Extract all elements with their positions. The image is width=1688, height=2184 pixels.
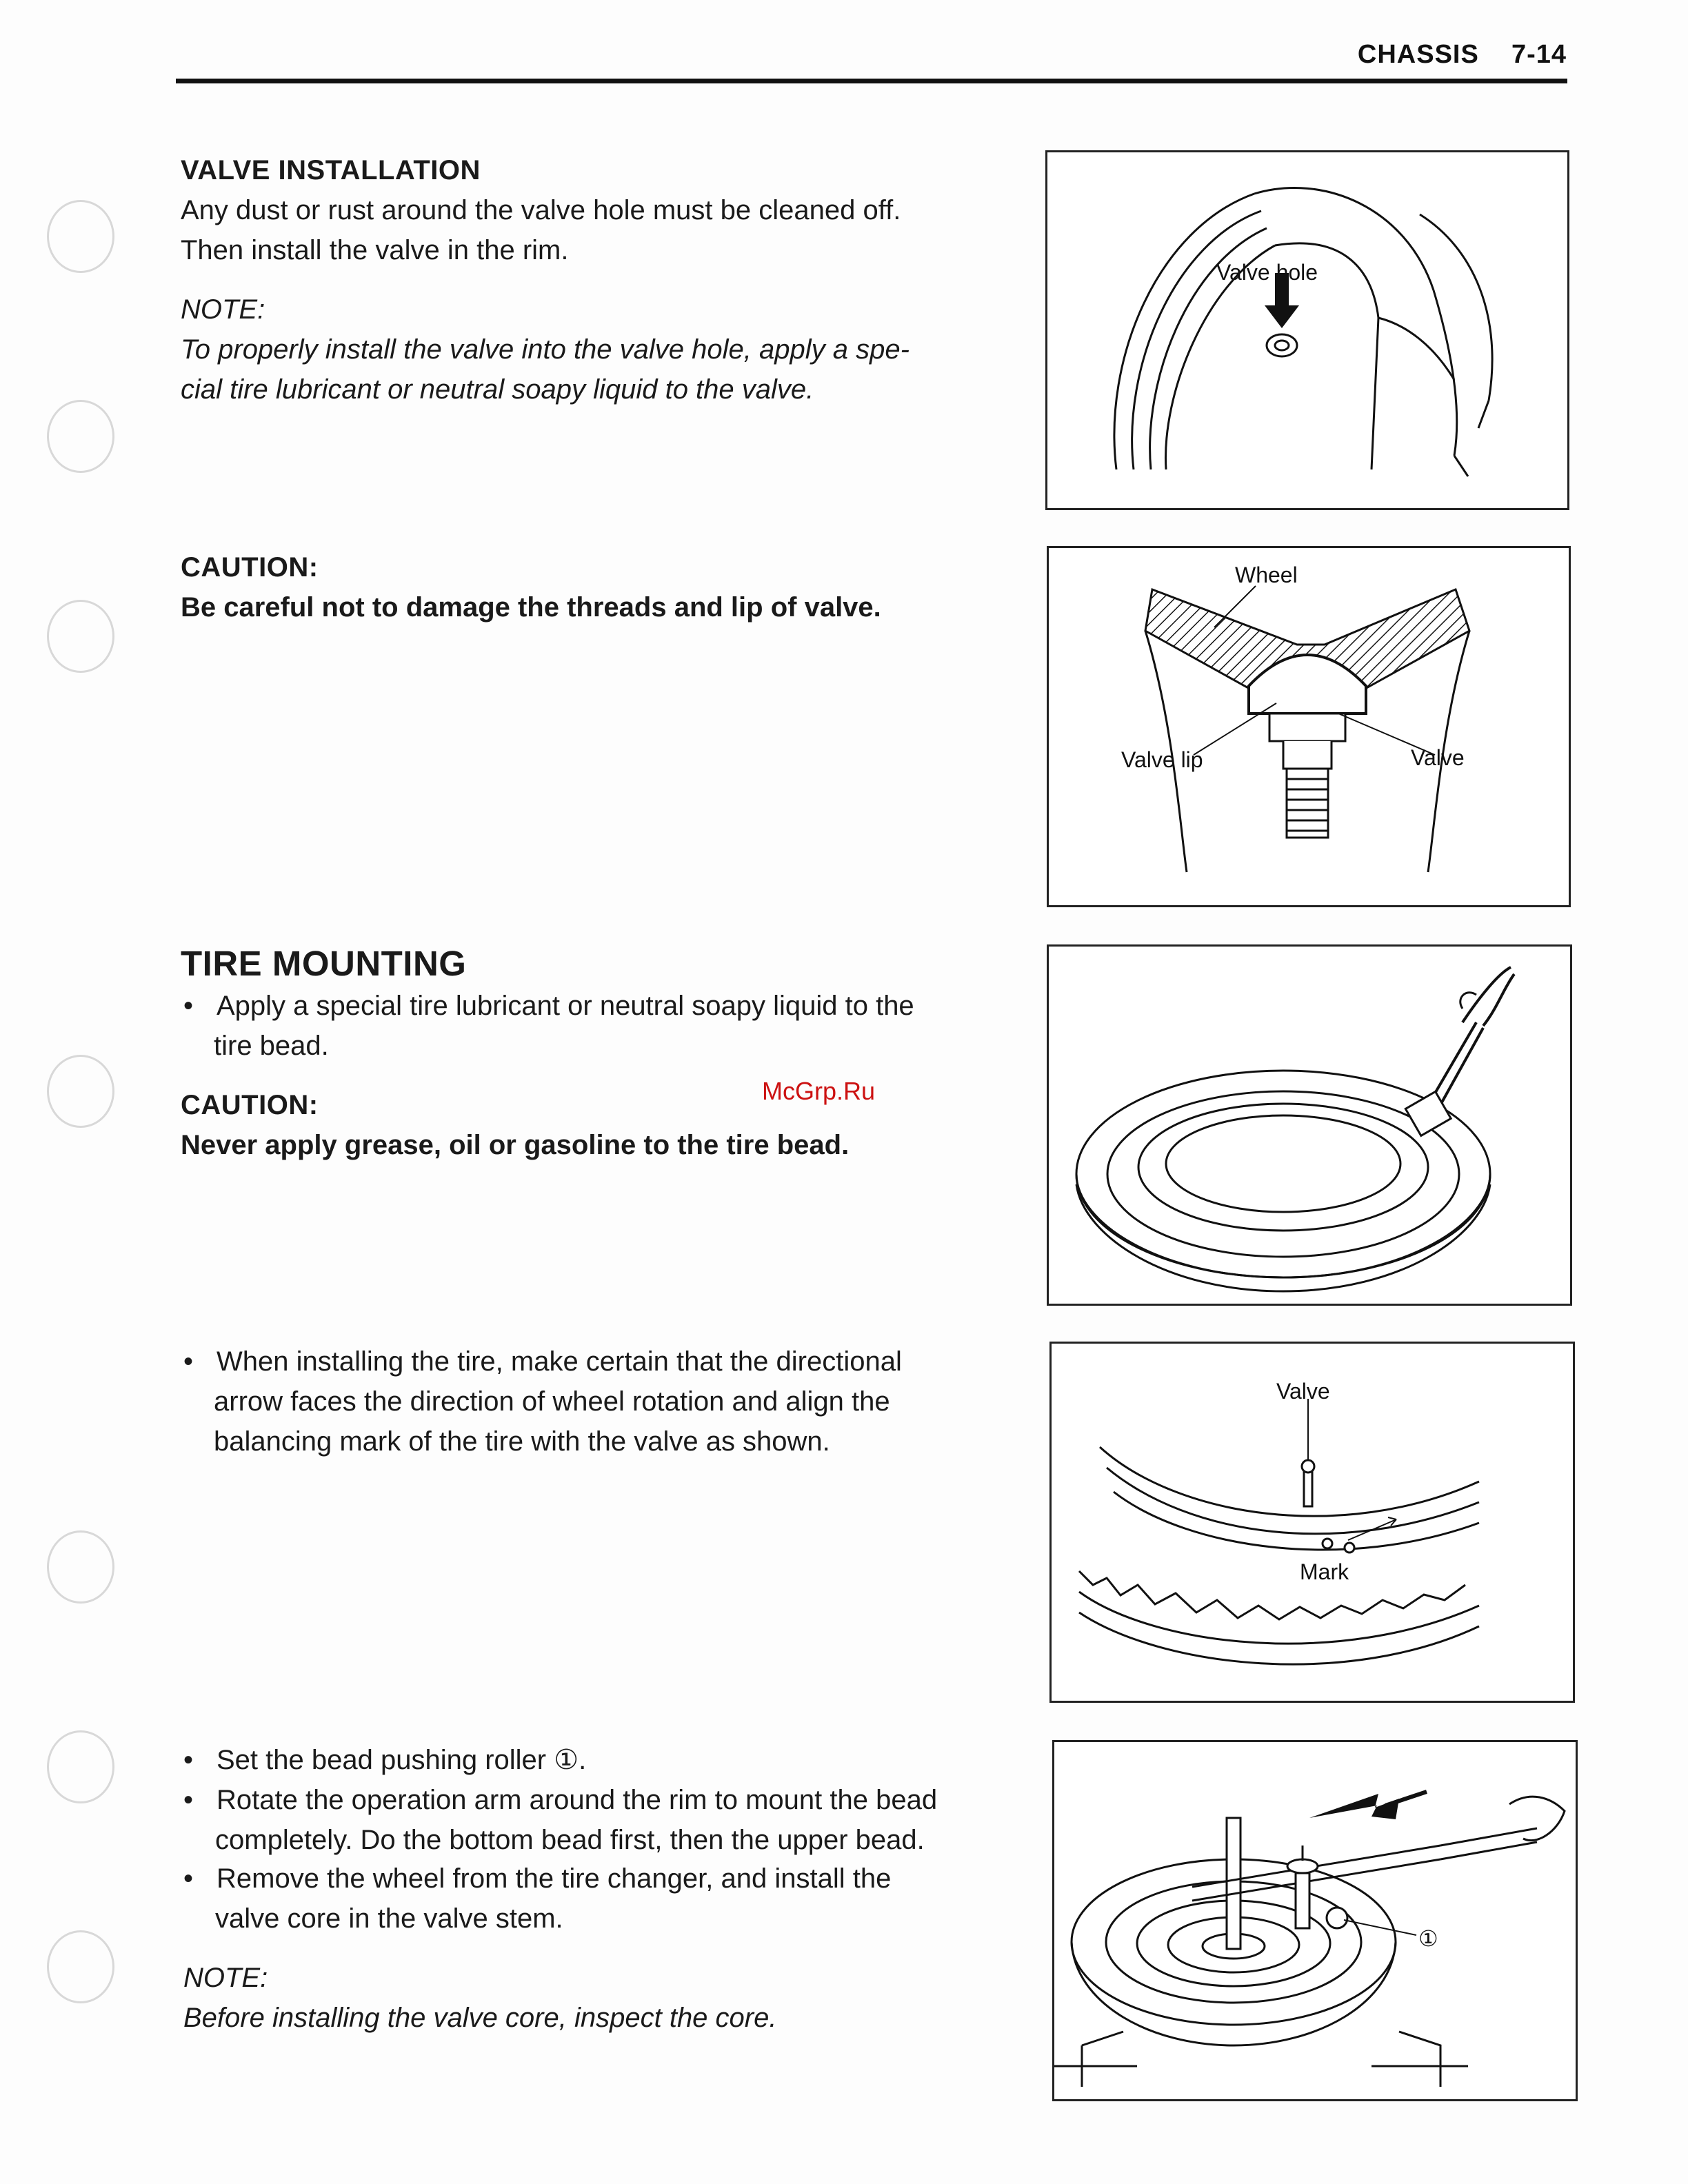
bullet-text: Apply a special tire lubricant or neutral soapy liquid to the <box>217 991 914 1021</box>
label-valve-lip: Valve lip <box>1121 747 1203 772</box>
binder-hole <box>47 1930 114 2003</box>
label-valve: Valve <box>1411 745 1465 770</box>
bullet-text: Rotate the operation arm around the rim to mount the bead <box>217 1785 938 1815</box>
bullet-text: Remove the wheel from the tire changer, and install the <box>217 1863 892 1894</box>
tire-brush-illustration <box>1049 947 1570 1304</box>
bullet-symbol: • <box>183 1863 194 1894</box>
caution-label: CAUTION: <box>181 552 319 583</box>
bullet-symbol: • <box>183 991 194 1021</box>
rim-illustration <box>1047 152 1567 508</box>
tire-mounting-heading: TIRE MOUNTING <box>181 944 467 983</box>
bullet-text: arrow faces the direction of wheel rotation and align the <box>214 1386 890 1417</box>
watermark: McGrp.Ru <box>762 1077 876 1105</box>
note-label: NOTE: <box>183 1963 268 1993</box>
note-text: To properly install the valve into the valve hole, apply a spe- <box>181 334 910 365</box>
label-valve: Valve <box>1276 1379 1330 1404</box>
bullet-text: Set the bead pushing roller ①. <box>217 1745 587 1775</box>
binder-hole <box>47 600 114 673</box>
note-label: NOTE: <box>181 294 265 325</box>
label-wheel: Wheel <box>1235 563 1298 587</box>
valve-section-illustration <box>1049 548 1569 905</box>
label-mark: Mark <box>1300 1559 1349 1584</box>
caution-text: Be careful not to damage the threads and lip of valve. <box>181 592 881 623</box>
bullet-text: completely. Do the bottom bead first, then the upper bead. <box>215 1825 925 1855</box>
note-text: Before installing the valve core, inspect the core. <box>183 2003 777 2033</box>
label-valve-hole: Valve hole <box>1216 260 1318 285</box>
figure-valve-hole <box>1045 150 1569 510</box>
note-text: cial tire lubricant or neutral soapy liquid to the valve. <box>181 374 814 405</box>
bullet-symbol: • <box>183 1785 194 1815</box>
section-title: CHASSIS <box>1357 40 1479 69</box>
bullet-text: valve core in the valve stem. <box>215 1903 563 1934</box>
page-number: 7-14 <box>1511 40 1567 69</box>
bullet-symbol: • <box>183 1745 194 1775</box>
figure-tire-lubricant <box>1047 944 1572 1306</box>
bullet-text: tire bead. <box>214 1031 329 1061</box>
figure-balancing-mark <box>1049 1342 1575 1703</box>
body-text: Any dust or rust around the valve hole must be cleaned off. <box>181 195 901 225</box>
tire-changer-illustration <box>1054 1742 1576 2099</box>
caution-text: Never apply grease, oil or gasoline to the tire bead. <box>181 1130 850 1160</box>
page-header <box>1358 40 1567 70</box>
binder-hole <box>47 200 114 273</box>
bullet-text: balancing mark of the tire with the valve as shown. <box>214 1426 830 1457</box>
caution-label: CAUTION: <box>181 1090 319 1120</box>
binder-hole <box>47 1530 114 1604</box>
body-text: Then install the valve in the rim. <box>181 235 569 265</box>
header-rule <box>176 79 1567 83</box>
binder-hole <box>47 1055 114 1128</box>
figure-valve-section <box>1047 546 1571 907</box>
bullet-symbol: • <box>183 1346 194 1377</box>
binder-hole <box>47 400 114 473</box>
valve-installation-heading: VALVE INSTALLATION <box>181 155 481 185</box>
bullet-text: When installing the tire, make certain that the directional <box>217 1346 902 1377</box>
binder-hole <box>47 1730 114 1803</box>
balancing-mark-illustration <box>1052 1344 1573 1701</box>
label-roller-1: ① <box>1418 1926 1438 1951</box>
figure-tire-changer <box>1052 1740 1578 2101</box>
